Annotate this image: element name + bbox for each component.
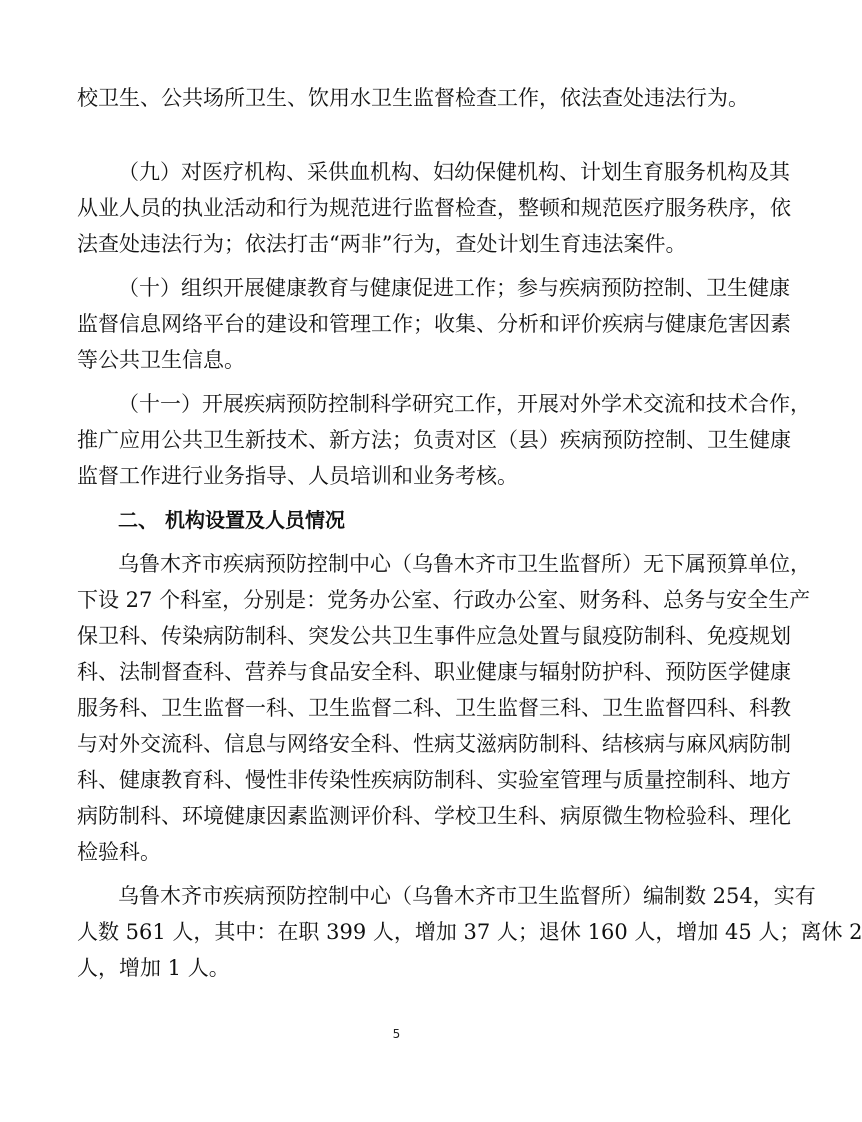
page-number: 5: [392, 1027, 401, 1041]
text-line: 推广应用公共卫生新技术、新方法；负责对区（县）疾病预防控制、卫生健康: [77, 428, 791, 452]
text-line: 服务科、卫生监督一科、卫生监督二科、卫生监督三科、卫生监督四科、科教: [77, 696, 791, 720]
paragraph-9-line: （九）对医疗机构、采供血机构、妇幼保健机构、计划生育服务机构及其: [118, 160, 790, 184]
text-line: 等公共卫生信息。: [77, 348, 245, 372]
text-line: 校卫生、公共场所卫生、饮用水卫生监督检查工作，依法查处违法行为。: [77, 86, 749, 110]
staffing-paragraph-line: 乌鲁木齐市疾病预防控制中心（乌鲁木齐市卫生监督所）编制数 254，实有: [118, 884, 816, 908]
organization-paragraph-line: 乌鲁木齐市疾病预防控制中心（乌鲁木齐市卫生监督所）无下属预算单位，: [118, 552, 811, 576]
paragraph-10-line: （十）组织开展健康教育与健康促进工作；参与疾病预防控制、卫生健康: [118, 276, 790, 300]
text-line: 与对外交流科、信息与网络安全科、性病艾滋病防制科、结核病与麻风病防制: [77, 732, 791, 756]
text-line: 人数 561 人，其中：在职 399 人，增加 37 人；退休 160 人，增加 45 人；离休 2: [77, 920, 862, 944]
text-line: 监督工作进行业务指导、人员培训和业务考核。: [77, 464, 518, 488]
text-line: 法查处违法行为；依法打击“两非”行为，查处计划生育违法案件。: [77, 232, 687, 256]
section-heading: 二、 机构设置及人员情况: [118, 508, 345, 532]
text-line: 下设 27 个科室，分别是：党务办公室、行政办公室、财务科、总务与安全生产: [77, 588, 811, 612]
text-line: 检验科。: [77, 840, 161, 864]
text-line: 人，增加 1 人。: [77, 956, 230, 980]
text-line: 病防制科、环境健康因素监测评价科、学校卫生科、病原微生物检验科、理化: [77, 804, 791, 828]
text-line: 从业人员的执业活动和行为规范进行监督检查，整顿和规范医疗服务秩序，依: [77, 196, 791, 220]
text-line: 保卫科、传染病防制科、突发公共卫生事件应急处置与鼠疫防制科、免疫规划: [77, 624, 791, 648]
text-line: 科、法制督查科、营养与食品安全科、职业健康与辐射防护科、预防医学健康: [77, 660, 791, 684]
paragraph-11-line: （十一）开展疾病预防控制科学研究工作，开展对外学术交流和技术合作，: [118, 392, 811, 416]
text-line: 监督信息网络平台的建设和管理工作；收集、分析和评价疾病与健康危害因素: [77, 312, 791, 336]
text-line: 科、健康教育科、慢性非传染性疾病防制科、实验室管理与质量控制科、地方: [77, 768, 791, 792]
